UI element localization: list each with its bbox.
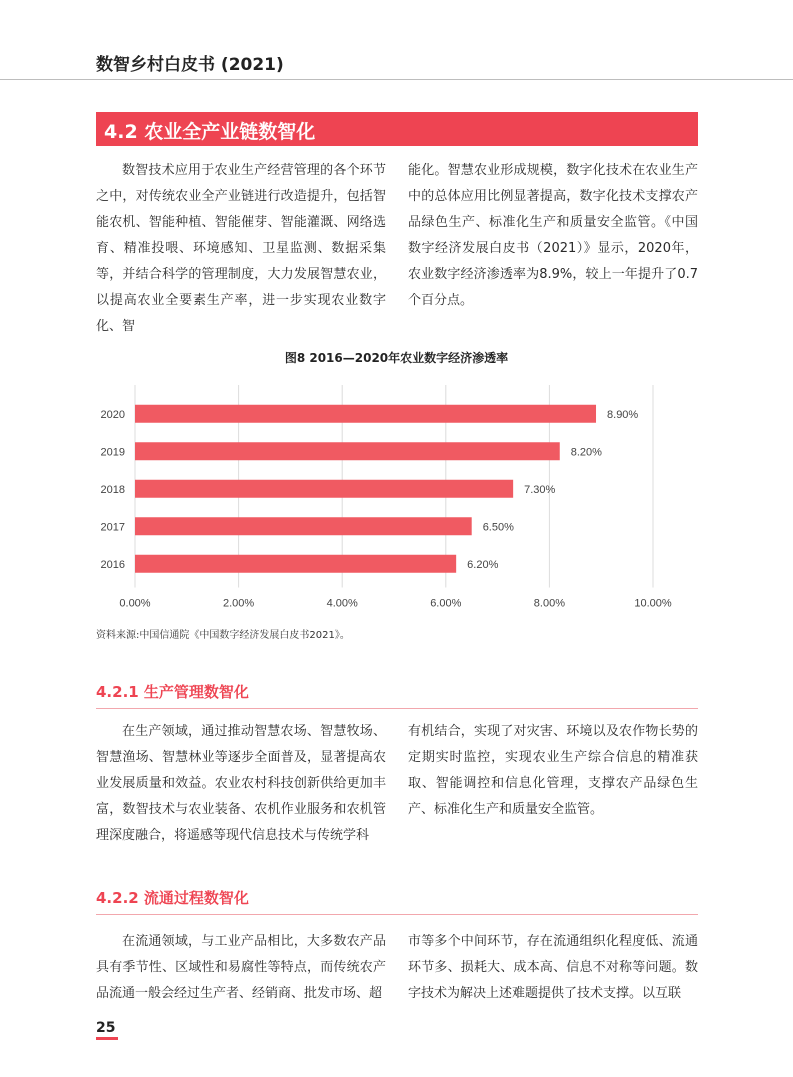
production-left-column	[96, 719, 386, 849]
circulation-paragraph-left: 在流通领域，与工业产品相比，大多数农产品具有季节性、区域性和易腐性等特点，而传统农产品流通一般会经过生产者、经销商、批发市场、超	[96, 934, 386, 1001]
intro-right-column	[408, 158, 698, 314]
production-right-column	[408, 719, 698, 823]
section-banner	[96, 112, 698, 146]
value-label: 6.20%	[467, 558, 499, 571]
category-label: 2019	[100, 446, 125, 459]
production-paragraph-right: 有机结合，实现了对灾害、环境以及农作物长势的定期实时监控，实现农业生产综合信息的精准获取、智能调控和信息化管理，支撑农产品绿色生产、标准化生产和质量安全监管。	[408, 724, 698, 817]
value-label: 8.20%	[570, 446, 602, 459]
subsection-divider-circulation	[96, 914, 698, 915]
figure-title: 图8 2016—2020年农业数字经济渗透率	[284, 351, 509, 365]
circulation-left-column	[96, 929, 386, 1007]
production-paragraph-left: 在生产领域，通过推动智慧农场、智慧牧场、智慧渔场、智慧林业等逐步全面普及，显著提高农业发展质量和效益。农业农村科技创新供给更加丰富，数智技术与农业装备、农机作业服务和农机管理深度融合，将遥感等现代信息技术与传统学科	[96, 724, 386, 843]
x-tick-label: 2.00%	[222, 597, 255, 610]
section-title: 4.2 农业全产业链数智化	[104, 121, 316, 143]
bar	[135, 442, 560, 460]
x-tick-label: 0.00%	[119, 597, 151, 610]
subsection-divider-production	[96, 708, 698, 709]
intro-left-column	[96, 158, 386, 340]
subsection-title-circulation: 4.2.2 流通过程数智化	[96, 889, 249, 907]
page-number-underline	[96, 1037, 118, 1040]
bar	[135, 555, 456, 573]
penetration-rate-bar-chart	[0, 380, 793, 615]
circulation-right-column	[408, 929, 698, 1007]
bar	[135, 405, 596, 423]
x-tick-label: 8.00%	[533, 597, 566, 610]
page-number: 25	[96, 1020, 116, 1036]
header-divider	[0, 79, 793, 80]
circulation-paragraph-right: 市等多个中间环节，存在流通组织化程度低、流通环节多、损耗大、成本高、信息不对称等问题。数字技术为解决上述难题提供了技术支撑。以互联	[408, 934, 698, 1001]
category-label: 2018	[100, 483, 125, 496]
intro-paragraph-left: 数智技术应用于农业生产经营管理的各个环节之中，对传统农业全产业链进行改造提升，包括智能农机、智能种植、智能催芽、智能灌溉、网络选育、精准投喂、环境感知、卫星监测、数据采集等，并结合科学的管理制度，大力发展智慧农业，以提高农业全要素生产率，进一步实现农业数字化、智	[96, 163, 386, 334]
figure-source: 资料来源:中国信通院《中国数字经济发展白皮书2021》。	[96, 630, 350, 641]
x-tick-label: 4.00%	[326, 597, 358, 610]
value-label: 8.90%	[607, 408, 639, 421]
category-label: 2017	[100, 521, 125, 534]
document-header: 数智乡村白皮书 (2021)	[96, 55, 284, 75]
category-label: 2020	[100, 408, 125, 421]
intro-paragraph-right: 能化。智慧农业形成规模，数字化技术在农业生产中的总体应用比例显著提高，数字化技术支撑农产品绿色生产、标准化生产和质量安全监管。《中国数字经济发展白皮书（2021）》显示，2020年，农业数字经济渗透率为8.9%，较上一年提升了0.7个百分点。	[408, 163, 698, 308]
bar	[135, 517, 472, 535]
x-tick-label: 10.00%	[634, 597, 672, 610]
subsection-title-production: 4.2.1 生产管理数智化	[96, 683, 249, 701]
value-label: 6.50%	[482, 521, 514, 534]
x-tick-label: 6.00%	[430, 597, 462, 610]
value-label: 7.30%	[524, 483, 556, 496]
category-label: 2016	[100, 558, 125, 571]
bar	[135, 480, 513, 498]
